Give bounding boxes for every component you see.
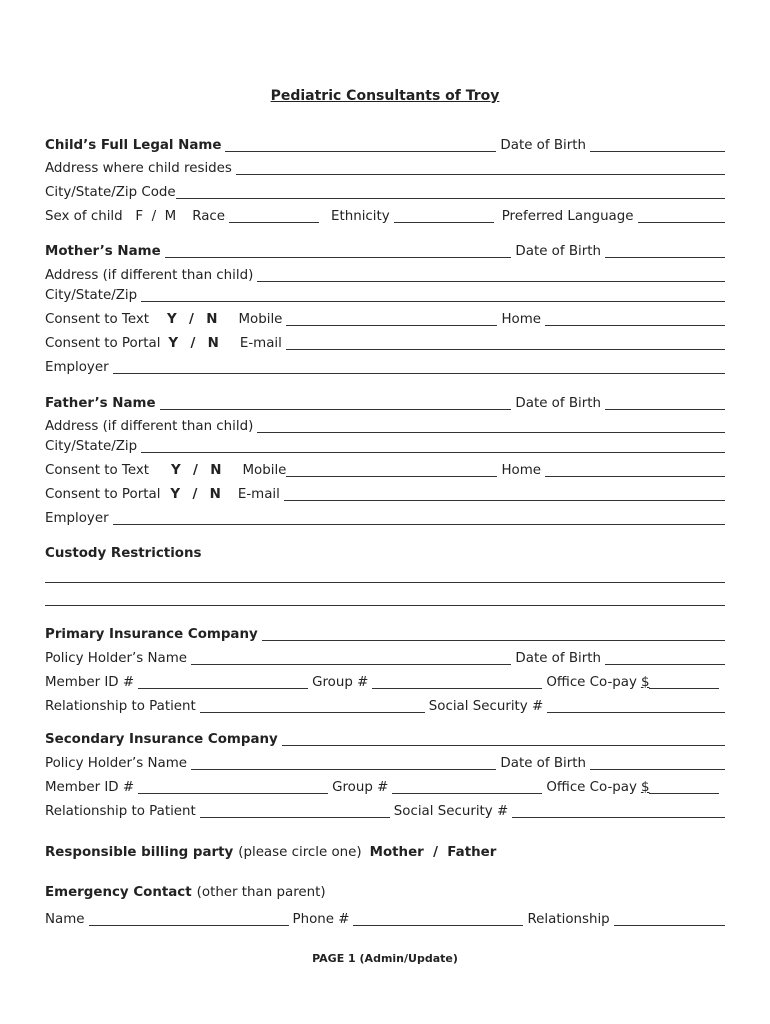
emergency-name-field[interactable]	[89, 925, 289, 926]
mother-home-field[interactable]	[545, 325, 725, 326]
mother-employer-field[interactable]	[113, 373, 725, 374]
child-address-field[interactable]	[236, 174, 725, 175]
child-ethnicity-label: Ethnicity	[331, 209, 390, 224]
secondary-company-field[interactable]	[282, 745, 725, 746]
father-name-row	[45, 395, 725, 413]
primary-member-label: Member ID #	[45, 675, 135, 690]
secondary-dob-field[interactable]	[590, 769, 725, 770]
mother-address-field[interactable]	[257, 281, 725, 282]
page-footer: PAGE 1 (Admin/Update)	[312, 952, 458, 965]
primary-dob-field[interactable]	[605, 664, 725, 665]
child-dob-label: Date of Birth	[500, 138, 586, 153]
father-name-label: Father’s Name	[45, 396, 156, 411]
primary-ssn-field[interactable]	[547, 712, 725, 713]
secondary-ssn-label: Social Security #	[393, 804, 509, 819]
mother-mobile-field[interactable]	[286, 325, 497, 326]
secondary-copay-field[interactable]	[649, 793, 719, 794]
child-address-label: Address where child resides	[45, 161, 232, 176]
child-language-label: Preferred Language	[501, 209, 634, 224]
father-dob-label: Date of Birth	[515, 396, 601, 411]
secondary-relationship-label: Relationship to Patient	[45, 804, 196, 819]
secondary-copay-label: Office Co-pay	[546, 780, 637, 795]
father-address-label: Address (if different than child)	[45, 419, 254, 434]
primary-copay-symbol: $	[640, 675, 650, 690]
emergency-hint: (other than parent)	[196, 885, 326, 900]
primary-relationship-row	[45, 698, 725, 716]
secondary-dob-label: Date of Birth	[500, 756, 586, 771]
child-city-row	[45, 184, 725, 202]
mother-name-row	[45, 243, 725, 261]
mother-dob-field[interactable]	[605, 257, 725, 258]
mother-name-field[interactable]	[165, 257, 512, 258]
mother-consent-portal-label: Consent to Portal	[45, 336, 161, 351]
billing-row	[45, 844, 725, 862]
child-race-label: Race	[192, 209, 226, 224]
mother-mobile-label: Mobile	[238, 312, 283, 327]
father-employer-field[interactable]	[113, 524, 725, 525]
emergency-phone-field[interactable]	[353, 925, 523, 926]
father-home-label: Home	[501, 463, 541, 478]
primary-dob-label: Date of Birth	[515, 651, 601, 666]
primary-company-row	[45, 626, 725, 644]
father-name-field[interactable]	[160, 409, 512, 410]
mother-address-label: Address (if different than child)	[45, 268, 254, 283]
secondary-member-row	[45, 779, 725, 797]
primary-holder-field[interactable]	[191, 664, 511, 665]
child-name-label: Child’s Full Legal Name	[45, 138, 222, 153]
primary-copay-field[interactable]	[649, 688, 719, 689]
billing-options[interactable]: Mother / Father	[369, 845, 497, 860]
primary-company-field[interactable]	[262, 640, 725, 641]
custody-label: Custody Restrictions	[45, 546, 202, 561]
emergency-relationship-field[interactable]	[614, 925, 725, 926]
secondary-copay-symbol: $	[640, 780, 650, 795]
emergency-label: Emergency Contact	[45, 885, 192, 900]
mother-dob-label: Date of Birth	[515, 244, 601, 259]
secondary-member-label: Member ID #	[45, 780, 135, 795]
emergency-phone-label: Phone #	[292, 912, 350, 927]
billing-label: Responsible billing party	[45, 845, 234, 860]
father-address-field[interactable]	[257, 432, 725, 433]
secondary-ssn-field[interactable]	[512, 817, 725, 818]
primary-holder-row	[45, 650, 725, 668]
emergency-relationship-label: Relationship	[527, 912, 610, 927]
child-dob-field[interactable]	[590, 151, 725, 152]
father-consent-text-yn[interactable]: Y / N	[171, 463, 223, 478]
mother-name-label: Mother’s Name	[45, 244, 161, 259]
secondary-company-row	[45, 731, 725, 749]
secondary-relationship-field[interactable]	[200, 817, 390, 818]
primary-member-row	[45, 674, 725, 692]
custody-line-1[interactable]	[45, 582, 725, 583]
mother-city-row	[45, 287, 725, 305]
mother-consent-text-yn[interactable]: Y / N	[167, 312, 219, 327]
mother-email-label: E-mail	[239, 336, 282, 351]
child-address-row	[45, 160, 725, 178]
father-consent-text-row	[45, 462, 725, 480]
mother-address-row	[45, 267, 725, 285]
primary-group-label: Group #	[312, 675, 369, 690]
father-consent-text-label: Consent to Text	[45, 463, 150, 478]
mother-consent-text-label: Consent to Text	[45, 312, 150, 327]
primary-group-field[interactable]	[372, 688, 542, 689]
father-home-field[interactable]	[545, 476, 725, 477]
custody-row	[45, 545, 725, 563]
mother-email-field[interactable]	[286, 349, 725, 350]
father-city-label: City/State/Zip	[45, 439, 138, 454]
secondary-group-label: Group #	[332, 780, 389, 795]
father-email-field[interactable]	[284, 500, 725, 501]
child-city-label: City/State/Zip Code	[45, 185, 176, 200]
child-sex-label: Sex of child F / M	[45, 209, 177, 224]
father-address-row	[45, 418, 725, 436]
mother-consent-text-row	[45, 311, 725, 329]
primary-relationship-field[interactable]	[200, 712, 425, 713]
secondary-relationship-row	[45, 803, 725, 821]
mother-home-label: Home	[501, 312, 541, 327]
child-race-field[interactable]	[229, 222, 319, 223]
father-city-row	[45, 438, 725, 456]
father-consent-portal-label: Consent to Portal	[45, 487, 161, 502]
secondary-holder-row	[45, 755, 725, 773]
form-title: Pediatric Consultants of Troy	[270, 88, 500, 104]
billing-hint: (please circle one)	[238, 845, 362, 860]
emergency-fields-row	[45, 911, 725, 929]
father-employer-label: Employer	[45, 511, 109, 526]
secondary-holder-label: Policy Holder’s Name	[45, 756, 187, 771]
father-dob-field[interactable]	[605, 409, 725, 410]
child-name-row	[45, 137, 725, 155]
father-city-field[interactable]	[141, 452, 725, 453]
primary-ssn-label: Social Security #	[428, 699, 544, 714]
mother-employer-row	[45, 359, 725, 377]
secondary-group-field[interactable]	[392, 793, 542, 794]
secondary-company-label: Secondary Insurance Company	[45, 732, 278, 747]
mother-employer-label: Employer	[45, 360, 109, 375]
child-demographics-row	[45, 208, 725, 226]
child-city-field[interactable]	[176, 198, 725, 199]
primary-holder-label: Policy Holder’s Name	[45, 651, 187, 666]
child-ethnicity-field[interactable]	[394, 222, 494, 223]
emergency-name-label: Name	[45, 912, 85, 927]
child-name-field[interactable]	[225, 151, 496, 152]
primary-company-label: Primary Insurance Company	[45, 627, 258, 642]
primary-copay-label: Office Co-pay	[546, 675, 637, 690]
child-language-field[interactable]	[638, 222, 725, 223]
secondary-member-field[interactable]	[138, 793, 328, 794]
father-consent-portal-yn[interactable]: Y / N	[170, 487, 222, 502]
mother-city-field[interactable]	[141, 301, 725, 302]
primary-relationship-label: Relationship to Patient	[45, 699, 196, 714]
father-employer-row	[45, 510, 725, 528]
father-email-label: E-mail	[237, 487, 280, 502]
emergency-header-row	[45, 884, 725, 902]
father-mobile-field[interactable]	[286, 476, 497, 477]
father-mobile-label: Mobile	[242, 463, 287, 478]
custody-line-2[interactable]	[45, 605, 725, 606]
mother-consent-portal-yn[interactable]: Y / N	[168, 336, 220, 351]
secondary-holder-field[interactable]	[191, 769, 496, 770]
father-consent-portal-row	[45, 486, 725, 504]
primary-member-field[interactable]	[138, 688, 308, 689]
mother-city-label: City/State/Zip	[45, 288, 138, 303]
mother-consent-portal-row	[45, 335, 725, 353]
